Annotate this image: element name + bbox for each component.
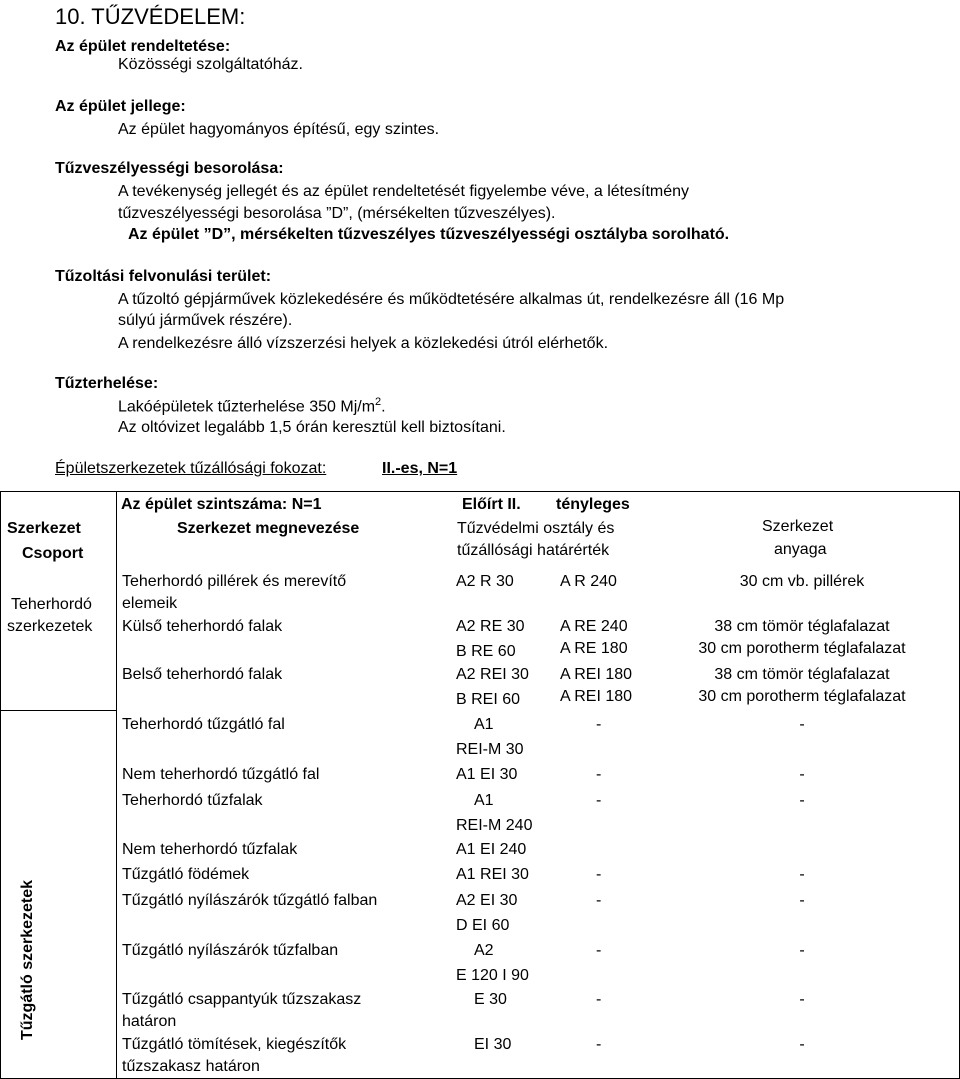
besorolas-text-2: tűzveszélyességi besorolása ”D”, (mérsékelten tűzveszélyes). <box>118 205 556 222</box>
row-3-material: - <box>799 716 805 733</box>
row-3-name: Teherhordó tűzgátló fal <box>122 716 285 733</box>
header-csoport-2: Csoport <box>22 545 84 562</box>
row-7-required: A1 REI 30 <box>456 866 529 883</box>
row-3-actual: - <box>596 716 602 733</box>
row-3-required: A1 <box>474 716 494 733</box>
tenyleges-label: tényleges <box>556 496 630 513</box>
header-csoport-1: Szerkezet <box>7 520 81 537</box>
row-1-actual-cont: A RE 180 <box>560 640 628 657</box>
row-7-actual: - <box>596 866 602 883</box>
header-osztaly-2: tűzállósági határérték <box>457 542 610 559</box>
rendeltetes-heading: Az épület rendeltetése: <box>55 38 231 55</box>
row-2-actual-cont: A REI 180 <box>560 688 633 705</box>
row-2-required-cont: B REI 60 <box>456 691 521 708</box>
group-column-divider <box>116 491 117 1079</box>
group-teherhordo-2: szerkezetek <box>7 618 93 635</box>
row-2-required: A2 REI 30 <box>456 666 529 683</box>
row-1-required-cont: B RE 60 <box>456 643 516 660</box>
row-0-name-cont: elemeik <box>122 595 178 612</box>
row-8-required: A2 EI 30 <box>456 892 518 909</box>
row-5-required-cont: REI-M 240 <box>456 817 533 834</box>
row-8-actual: - <box>596 892 602 909</box>
besorolas-heading: Tűzveszélyességi besorolása: <box>55 160 284 177</box>
row-8-material: - <box>799 892 805 909</box>
row-1-required: A2 RE 30 <box>456 618 525 635</box>
row-7-material: - <box>799 866 805 883</box>
row-5-name: Teherhordó tűzfalak <box>122 792 263 809</box>
row-2-material-cont: 30 cm porotherm téglafalazat <box>698 688 906 705</box>
row-1-material-cont: 30 cm porotherm téglafalazat <box>698 640 906 657</box>
row-6-required: A1 EI 240 <box>456 841 527 858</box>
group-divider <box>0 710 116 711</box>
tuzterheles-text-2: Az oltóvizet legalább 1,5 órán keresztül kell biztosítani. <box>118 419 506 436</box>
row-2-actual: A REI 180 <box>560 666 633 683</box>
eloirt-label: Előírt II. <box>462 496 521 513</box>
tuzterheles-value: Lakóépületek tűzterhelése 350 Mj/m <box>118 398 376 416</box>
row-5-actual: - <box>596 792 602 809</box>
felvonulasi-text-3: A rendelkezésre álló vízszerzési helyek a közlekedési útról elérhetők. <box>118 335 609 352</box>
row-11-name-cont: tűzszakasz határon <box>122 1058 260 1075</box>
table-left-border <box>0 491 1 1079</box>
felvonulasi-text-1: A tűzoltó gépjárművek közlekedésére és működtetésére alkalmas út, rendelkezésre áll (16 Mp <box>118 291 785 308</box>
header-anyaga-1: Szerkezet <box>762 518 834 535</box>
szintszam-label: Az épület szintszáma: N=1 <box>121 496 322 513</box>
row-5-material: - <box>799 792 805 809</box>
row-8-required-cont: D EI 60 <box>456 917 510 934</box>
besorolas-conclusion: Az épület ”D”, mérsékelten tűzveszélyes tűzveszélyességi osztályba sorolható. <box>128 226 730 243</box>
row-0-actual: A R 240 <box>560 573 617 590</box>
row-7-name: Tűzgátló födémek <box>122 866 250 883</box>
row-6-name: Nem teherhordó tűzfalak <box>122 841 298 858</box>
row-9-name: Tűzgátló nyílászárók tűzfalban <box>122 942 339 959</box>
row-0-material: 30 cm vb. pillérek <box>739 573 865 590</box>
row-2-name: Belső teherhordó falak <box>122 666 283 683</box>
felvonulasi-text-2: súlyú járművek részére). <box>118 312 293 329</box>
header-osztaly-1: Tűzvédelmi osztály és <box>457 520 615 537</box>
header-megnevezes: Szerkezet megnevezése <box>177 520 360 537</box>
group-teherhordo-1: Teherhordó <box>11 596 92 613</box>
row-10-material: - <box>799 991 805 1008</box>
section-title: 10. TŰZVÉDELEM: <box>55 4 246 29</box>
rendeltetes-text: Közösségi szolgáltatóház. <box>118 56 303 73</box>
row-0-name: Teherhordó pillérek és merevítő <box>122 573 347 590</box>
tuzterheles-period: . <box>381 398 386 416</box>
row-10-actual: - <box>596 991 602 1008</box>
jellege-heading: Az épület jellege: <box>55 98 186 115</box>
row-9-actual: - <box>596 942 602 959</box>
row-1-name: Külső teherhordó falak <box>122 618 283 635</box>
header-anyaga-2: anyaga <box>774 541 827 558</box>
row-9-material: - <box>799 942 805 959</box>
row-9-required: A2 <box>474 942 494 959</box>
row-1-actual: A RE 240 <box>560 618 628 635</box>
row-11-material: - <box>799 1036 805 1053</box>
row-0-required: A2 R 30 <box>456 573 514 590</box>
tuzterheles-heading: Tűzterhelése: <box>55 375 159 392</box>
row-5-required: A1 <box>474 792 494 809</box>
row-4-required: A1 EI 30 <box>456 766 518 783</box>
row-2-material: 38 cm tömör téglafalazat <box>714 666 890 683</box>
besorolas-text-1: A tevékenység jellegét és az épület rendeltetését figyelembe véve, a létesítmény <box>118 183 690 200</box>
group-tuzgatlo: Tűzgátló szerkezetek <box>19 879 36 1040</box>
row-4-name: Nem teherhordó tűzgátló fal <box>122 766 320 783</box>
row-11-actual: - <box>596 1036 602 1053</box>
row-10-name: Tűzgátló csappantyúk tűzszakasz <box>122 991 362 1008</box>
row-11-required: EI 30 <box>474 1036 512 1053</box>
fokozat-label: Épületszerkezetek tűzállósági fokozat: <box>55 460 327 477</box>
row-4-material: - <box>799 766 805 783</box>
row-3-required-cont: REI-M 30 <box>456 741 524 758</box>
row-1-material: 38 cm tömör téglafalazat <box>714 618 890 635</box>
felvonulasi-heading: Tűzoltási felvonulási terület: <box>55 268 272 285</box>
row-4-actual: - <box>596 766 602 783</box>
jellege-text: Az épület hagyományos építésű, egy szintes. <box>118 121 440 138</box>
unit-superscript: 2 <box>375 396 382 408</box>
row-10-required: E 30 <box>474 991 507 1008</box>
row-8-name: Tűzgátló nyílászárók tűzgátló falban <box>122 892 378 909</box>
row-9-required-cont: E 120 I 90 <box>456 967 529 984</box>
fokozat-value: II.-es, N=1 <box>382 460 458 477</box>
table-top-border <box>0 491 960 492</box>
row-10-name-cont: határon <box>122 1013 177 1030</box>
row-11-name: Tűzgátló tömítések, kiegészítők <box>122 1036 347 1053</box>
